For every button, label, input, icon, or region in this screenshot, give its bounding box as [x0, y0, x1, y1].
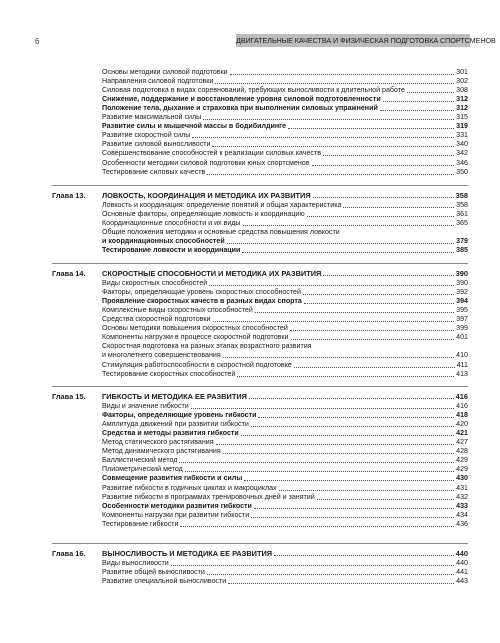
entry-page: 302	[456, 77, 468, 86]
entry-title: Компоненты нагрузки в процессе скоростной подготовки	[102, 333, 289, 342]
dot-leader	[213, 321, 455, 322]
dot-leader	[279, 490, 455, 491]
dot-leader	[237, 376, 454, 377]
entry-title: Метод динамического растягивания	[102, 447, 221, 456]
entry-page: 394	[456, 297, 468, 306]
entry-page: 312	[456, 104, 468, 113]
dot-leader	[185, 471, 454, 472]
entry-page: 428	[456, 447, 468, 456]
entry-page: 434	[456, 510, 468, 519]
entry-page: 385	[456, 246, 468, 255]
toc-entry	[102, 95, 468, 104]
toc-entry	[102, 493, 468, 502]
entry-page: 431	[456, 483, 468, 492]
entry-title: Развитие силовой выносливости	[102, 140, 211, 149]
entry-page: 433	[456, 501, 468, 510]
entry-page: 342	[456, 149, 468, 158]
entry-page: 401	[456, 333, 468, 342]
entry-title: Снижение, поддержание и восстановление уровня силовой подготовленности	[102, 95, 381, 104]
dot-leader	[313, 197, 454, 198]
entry-title: Факторы, определяющие уровень скоростных способностей	[102, 288, 301, 297]
entry-page: 430	[456, 474, 468, 483]
entry-page: 390	[456, 279, 468, 288]
entry-title: Координационные способности и их виды	[102, 219, 241, 228]
entry-page: 358	[455, 191, 468, 200]
entry-page: 413	[456, 369, 468, 378]
running-title: ДВИГАТЕЛЬНЫЕ КАЧЕСТВА И ФИЗИЧЕСКАЯ ПОДГОТОВКА СПОРТСМЕНОВ	[236, 36, 496, 45]
entry-title: Особенности методики развития гибкости	[102, 501, 252, 510]
dot-leader	[291, 339, 455, 340]
dot-leader	[209, 285, 454, 286]
toc-entry	[102, 447, 468, 456]
chapter-title	[102, 269, 468, 278]
dot-leader	[251, 517, 454, 518]
entry-page: 331	[456, 131, 468, 140]
dot-leader	[191, 408, 454, 409]
dot-leader	[227, 243, 454, 244]
chapter-label: Глава 13.	[52, 191, 86, 200]
toc-entry	[102, 438, 468, 447]
dot-leader	[243, 225, 455, 226]
toc-entry	[102, 342, 468, 351]
entry-page: 301	[456, 68, 468, 76]
entry-page: 429	[456, 465, 468, 474]
dot-leader	[207, 174, 454, 175]
entry-page: 346	[456, 158, 468, 167]
entry-page: 308	[456, 86, 468, 95]
toc-entry	[102, 474, 468, 483]
toc-entry	[102, 237, 468, 246]
entry-title: Проявление скоростных качеств в разных видах спорта	[102, 297, 302, 306]
toc-entry	[102, 159, 468, 168]
entry-page: 315	[456, 113, 468, 122]
section-divider	[52, 185, 468, 186]
entry-title: Развитие гибкости в годичных циклах и макроциклах	[102, 483, 277, 492]
dot-leader	[179, 462, 454, 463]
entry-title: и координационных способностей	[102, 237, 225, 246]
toc-entry	[102, 315, 468, 324]
entry-page: 441	[456, 568, 468, 577]
toc-entry	[102, 456, 468, 465]
dot-leader	[323, 155, 454, 156]
toc-entry	[102, 77, 468, 86]
entry-page: 427	[456, 438, 468, 447]
entry-title: Факторы, определяющие уровень гибкости	[102, 411, 257, 420]
toc-entry	[102, 201, 468, 210]
dot-leader	[230, 74, 455, 75]
dot-leader	[323, 275, 453, 276]
entry-title: Положение тела, дыхание и страховка при выполнении силовых упражнений	[102, 104, 378, 113]
dot-leader	[212, 146, 454, 147]
toc-entry	[102, 131, 468, 140]
dot-leader	[180, 526, 454, 527]
toc-entry	[102, 68, 468, 77]
entry-title: Развитие силы и мышечной массы в бодибилдинге	[102, 122, 287, 131]
entry-title: Развитие гибкости в программах тренировочных дней и занятий	[102, 492, 315, 501]
toc-entry	[102, 306, 468, 315]
entry-page: 358	[456, 201, 468, 210]
dot-leader	[255, 312, 454, 313]
dot-leader	[303, 294, 454, 295]
toc-entry	[102, 113, 468, 122]
dot-leader	[242, 252, 454, 253]
entry-page: 390	[455, 269, 468, 278]
page-number: 6	[35, 37, 40, 46]
dot-leader	[383, 101, 454, 102]
entry-title: ГИБКОСТЬ И МЕТОДИКА ЕЕ РАЗВИТИЯ	[102, 392, 247, 401]
dot-leader	[274, 555, 454, 556]
toc-entry	[102, 465, 468, 474]
entry-page: 436	[456, 519, 468, 528]
entry-title: Метод статического растягивания	[102, 438, 214, 447]
dot-leader	[203, 119, 454, 120]
chapter-label: Глава 15.	[52, 392, 86, 401]
dot-leader	[290, 330, 454, 331]
entry-page: 440	[456, 559, 468, 568]
entry-page: 319	[456, 122, 468, 131]
toc-entry	[102, 210, 468, 219]
toc-entry	[102, 577, 468, 586]
entry-page: 392	[456, 288, 468, 297]
entry-page: 418	[456, 411, 468, 420]
entry-title: Тестирование гибкости	[102, 519, 179, 528]
toc-entry	[102, 297, 468, 306]
entry-title: Тестирование скоростных способностей	[102, 369, 236, 378]
entry-title: Тестирование ловкости и координации	[102, 246, 241, 255]
toc-entry	[102, 149, 468, 158]
dot-leader	[294, 367, 455, 368]
entry-title: Тестирование силовых качеств	[102, 167, 206, 176]
entry-title: Основы методики повышения скоростных способностей	[102, 324, 288, 333]
dot-leader	[258, 417, 454, 418]
toc-entry	[102, 520, 468, 529]
chapter-title	[102, 549, 468, 558]
entry-title: Особенности методики силовой подготовки юных спортсменов	[102, 158, 310, 167]
toc-entry	[102, 140, 468, 149]
entry-title: Развитие максимальной силы	[102, 113, 202, 122]
entry-page: 410	[456, 351, 468, 360]
dot-leader	[207, 574, 454, 575]
dot-leader	[380, 110, 454, 111]
entry-title: Виды выносливости	[102, 559, 169, 568]
dot-leader	[244, 480, 454, 481]
entry-page: 429	[456, 456, 468, 465]
entry-title: ВЫНОСЛИВОСТЬ И МЕТОДИКА ЕЕ РАЗВИТИЯ	[102, 549, 273, 558]
entry-page: 420	[456, 420, 468, 429]
toc-entry	[102, 511, 468, 520]
entry-title: Совершенствование способностей к реализации силовых качеств	[102, 149, 321, 158]
entry-title: Плиометрический метод	[102, 465, 183, 474]
entry-page: 379	[456, 237, 468, 246]
entry-title: Виды скоростных способностей	[102, 279, 208, 288]
dot-leader	[312, 165, 455, 166]
entry-title: Компоненты нагрузки при развитии гибкости	[102, 510, 250, 519]
section-divider	[52, 386, 468, 387]
entry-page: 421	[456, 429, 468, 438]
toc-entry	[102, 279, 468, 288]
entry-title: Развитие общей выносливости	[102, 568, 205, 577]
toc-entry	[102, 420, 468, 429]
dot-leader	[288, 128, 454, 129]
toc-entry	[102, 324, 468, 333]
entry-page: 350	[456, 167, 468, 176]
dot-leader	[228, 583, 454, 584]
dot-leader	[171, 565, 454, 566]
entry-title: Скоростная подготовка на разных этапах возрастного развития	[102, 342, 312, 351]
entry-title: Силовая подготовка в видах соревнований, требующих выносливости к длительной работе	[102, 86, 405, 95]
dot-leader	[241, 435, 454, 436]
chapter-label: Глава 16.	[52, 549, 86, 558]
entry-title: ЛОВКОСТЬ, КООРДИНАЦИЯ И МЕТОДИКА ИХ РАЗВИТИЯ	[102, 191, 311, 200]
chapter-label: Глава 14.	[52, 269, 86, 278]
toc-entry	[102, 411, 468, 420]
entry-title: Комплексные виды скоростных способностей	[102, 306, 253, 315]
entry-title: Баллистический метод	[102, 456, 178, 465]
toc-entry	[102, 104, 468, 113]
toc-entry	[102, 219, 468, 228]
chapter-title	[102, 392, 468, 401]
toc-entry	[102, 484, 468, 493]
entry-title: Направления силовой подготовки	[102, 77, 214, 86]
dot-leader	[307, 216, 454, 217]
toc-entry	[102, 122, 468, 131]
toc-entry	[102, 288, 468, 297]
entry-page: 443	[456, 577, 468, 586]
entry-page: 411	[456, 360, 468, 369]
entry-title: Развитие скоростной силы	[102, 131, 191, 140]
section-divider	[52, 543, 468, 544]
entry-page: 395	[456, 306, 468, 315]
toc-entry	[102, 351, 468, 360]
dot-leader	[223, 357, 454, 358]
toc-entry	[102, 246, 468, 255]
toc-entry	[102, 168, 468, 177]
toc-entry	[102, 86, 468, 95]
entry-page: 399	[456, 324, 468, 333]
entry-title: Развитие специальной выносливости	[102, 577, 227, 586]
section-divider	[52, 263, 468, 264]
page-header	[0, 0, 500, 56]
dot-leader	[251, 426, 454, 427]
dot-leader	[192, 137, 454, 138]
entry-title: Основы методики силовой подготовки	[102, 68, 228, 76]
entry-title: Ловкость и координация: определение понятий и общая характеристика	[102, 201, 342, 210]
entry-title: СКОРОСТНЫЕ СПОСОБНОСТИ И МЕТОДИКА ИХ РАЗВИТИЯ	[102, 269, 322, 278]
entry-page: 416	[456, 402, 468, 411]
entry-page: 416	[455, 392, 468, 401]
dot-leader	[317, 499, 454, 500]
entry-title: Основные факторы, определяющие ловкость и координацию	[102, 210, 305, 219]
toc-entry	[102, 370, 468, 379]
dot-leader	[215, 83, 454, 84]
entry-page: 397	[456, 315, 468, 324]
toc-entry	[102, 568, 468, 577]
entry-title: Амплитуда движений при развитии гибкости	[102, 420, 249, 429]
dot-leader	[254, 508, 454, 509]
toc-entry	[102, 228, 468, 237]
chapter-title	[102, 191, 468, 200]
toc-entry	[102, 333, 468, 342]
entry-title: Виды и значение гибкости	[102, 402, 189, 411]
entry-page: 340	[456, 140, 468, 149]
entry-page: 312	[456, 95, 468, 104]
entry-title: Совмещение развития гибкости и силы	[102, 474, 243, 483]
dot-leader	[223, 453, 454, 454]
toc-entry	[102, 402, 468, 411]
dot-leader	[343, 207, 454, 208]
entry-title: Средства скоростной подготовки	[102, 315, 211, 324]
entry-title: Общие положения методики и основные средства повышения ловкости	[102, 228, 340, 237]
entry-page: 432	[456, 492, 468, 501]
dot-leader	[407, 92, 454, 93]
entry-title: и многолетнего совершенствования	[102, 351, 221, 360]
entry-title: Стимуляция работоспособности в скоростной подготовке	[102, 360, 292, 369]
dot-leader	[304, 303, 454, 304]
entry-title: Средства и методы развития гибкости	[102, 429, 239, 438]
toc-entry	[102, 429, 468, 438]
entry-page: 361	[456, 210, 468, 219]
dot-leader	[249, 398, 454, 399]
toc-entry	[102, 559, 468, 568]
entry-page: 440	[455, 549, 468, 558]
toc-entry	[102, 361, 468, 370]
entry-page: 365	[456, 219, 468, 228]
toc-entry	[102, 502, 468, 511]
dot-leader	[216, 444, 455, 445]
